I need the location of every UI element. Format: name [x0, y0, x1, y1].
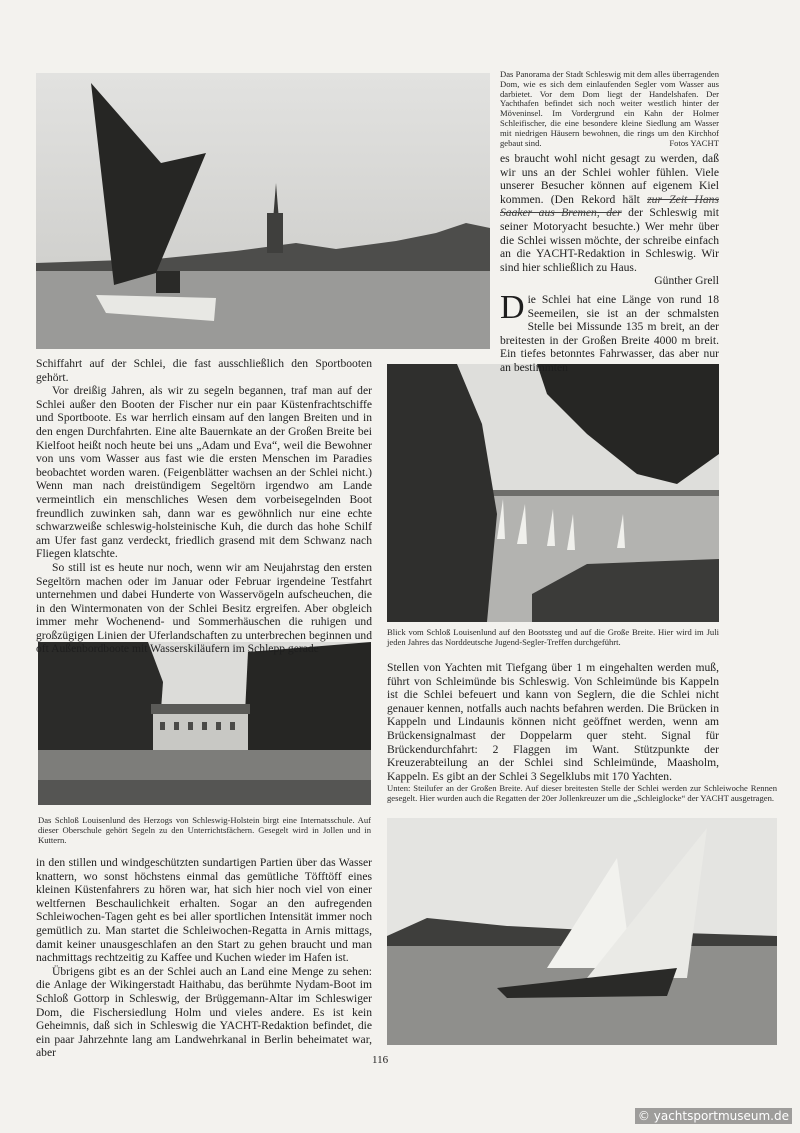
caption-panorama-text: Das Panorama der Stadt Schleswig mit dem alles überragenden Dom, wie es sich dem einlaufenden Segler vom Wasser aus darbietet. Vor dem Dom liegt der Handelshafen. Der Yachthafen befindet sich noch weiter westlich hinter der Möveninsel. Im Vordergrund ein Kahn der Holmer Schleifischer, die eine besondere kleine Siedlung am Wasser mit niedrigen Häusern bewohnen, die rings um den Kirchhof gebaut sind. [500, 69, 719, 148]
watermark: © yachtsportmuseum.de [635, 1108, 792, 1124]
article-paragraph: Vor dreißig Jahren, als wir zu segeln begannen, traf man auf der Schlei außer den Booten der Fischer nur ein paar Küstenfrachtschiffe und Sportboote. Es war herrlich einsam auf den langen Breiten und in den engen Durchfahrten. Eine alte Bauernkate an der Großen Breite bei Kielfoot heißt noch heute bei uns „Adam und Eva“, weil die Bewohner von uns vom Wasser aus fast wie die ersten Menschen im Paradies beobachtet worden waren. (Feigenblätter wachsen an der Schlei nicht.) Wenn man nach dreistündigem Segeltörn irgendwo am Lande vermeintlich ein menschliches Wesen dem vorbeisegelnden Boot freundlich zuwinken sah, dann war es gewöhnlich nur eine echte schwarzweiße schleswig-holsteinische Kuh, die durch das hohe Schilf am Ufer fast ganz verdeckt, friedlich grasend mit dem Schwanz nach Fliegen klatschte. [36, 384, 372, 561]
photo-credit: Fotos YACHT [669, 137, 719, 148]
article-paragraph: in den stillen und windgeschützten sundartigen Partien über das Wasser knattern, wo sonst höchstens einmal das gemütliche Töfftöff eines kleinen Küstenfahrers zu hören war, hat sich hier noch viel von einer weltfernen Beschaulichkeit erhalten. Sogar an den aufregenden Schleiwochen-Tagen geht es bei aller sportlichen Intensität immer noch gemütlich zu. Man startet die Schleiwochen-Regatta in Arnis mittags, damit keiner unausgeschlafen an den Start zu gehen braucht und man nachmittags rechtzeitig zu Kaffee und Kuchen wieder im Hafen ist. [36, 856, 372, 965]
article-left-middle [36, 357, 372, 656]
article-paragraph: Schiffahrt auf der Schlei, die fast ausschließlich den Sportbooten gehört. [36, 357, 372, 384]
article-left-bottom [36, 856, 372, 1060]
photo-louisenlund-view [387, 364, 719, 622]
photo-schleswig-panorama [36, 73, 490, 349]
article-right-top [500, 152, 719, 375]
article-paragraph: So still ist es heute nur noch, wenn wir am Neujahrstag den ersten Segeltörn machen oder im Januar oder Februar irgendeine Testfahrt unternehmen und dabei Hunderte von Wasservögeln aufscheuchen, die in den Wintermonaten von der Schlei Besitz ergreifen. Aber obgleich immer mehr Wochenend- und Sommerhäuschen die ruhigen und großzügigen Linien der Uferlandschaften zu unterbrechen beginnen und oft Außenbordboote mit Wasserskiläufern im Schlepp gerade [36, 560, 372, 656]
caption-panorama [500, 70, 719, 148]
article-paragraph: Übrigens gibt es an der Schlei auch an Land eine Menge zu sehen: die Anlage der Wikingerstadt Haithabu, das berühmte Nydam-Boot im Schloß Gottorp in Schleswig, der Brüggemann-Altar im Schleswiger Dom, die Fischersiedlung Holm und vieles andere. Es ist kein Geheimnis, daß sich in Schleswig die YACHT-Redaktion befindet, die ein paar Jahrzehnte lang am Landwehrkanal in Berlin beheimatet war, aber [36, 964, 372, 1060]
photo-schloss-louisenlund [38, 642, 371, 805]
article-right-middle: Stellen von Yachten mit Tiefgang über 1 m eingehalten werden muß, führt von Schleimünde bis Schleswig. Von Schleimünde bis Kappeln ist die Schlei befeuert und kann von Seglern, die die Schlei nicht genauer kennen, notfalls auch nachts befahren werden. Die Brücken in Kappeln und Lindaunis können nicht geöffnet werden, wenn am Brückensignalmast der Doppelarm quer steht. Signal für Brückendurchfahrt: 2 Flaggen im Want. Stützpunkte der Kreuzerabteilung an der Schlei sind Schleimünde, Maasholm, Kappeln. Es gibt an der Schlei 3 Segelklubs mit 170 Yachten. [387, 661, 719, 783]
drop-cap: D [500, 288, 525, 326]
struck-out-text: zur Zeit Hans Saaker aus Bremen, der [500, 192, 719, 220]
author-name: Günther Grell [654, 274, 719, 288]
article-paragraph: es braucht wohl nicht gesagt zu werden, daß wir uns an der Schlei wohler fühlen. Viele unserer Besucher können auf eigenem Kiel kommen. (Den Rekord hält [500, 152, 719, 206]
caption-louisenlund-view: Blick vom Schloß Louisenlund auf den Bootssteg und auf die Große Breite. Hier wird im Juli jeden Jahres das Norddeutsche Jugend-Segler-Treffen durchgeführt. [387, 627, 719, 647]
caption-schloss: Das Schloß Louisenlund des Herzogs von Schleswig-Holstein birgt eine Internatsschule. Auf dieser Oberschule gehört Segeln zu den Unterrichtsfächern. Gesegelt wird in Jollen und in Kuttern. [38, 815, 371, 845]
caption-steilufer: Unten: Steilufer an der Großen Breite. Auf dieser breitesten Stelle der Schlei werden zur Schleiwoche Rennen gesegelt. Hier wurden auch die Regatten der 20er Jollenkreuzer um die „Schleiglocke“ der YACHT ausgetragen. [387, 783, 777, 803]
page-number: 116 [372, 1054, 389, 1066]
article-paragraph: der Schleswig mit seiner Motoryacht besuchte.) Wer mehr über die Schlei wissen möchte, der schreibe einfach an die YACHT-Redaktion in Schleswig. Wir sind hier schließlich zu Haus. [500, 206, 719, 274]
article-paragraph: ie Schlei hat eine Länge von rund 18 Seemeilen, sie ist an der schmalsten Stelle bei Missunde 135 m breit, an der breitesten in der Großen Breite 4000 m breit. Ein tiefes betonntes Fahrwasser, das aber nur an bestimmten [500, 292, 719, 374]
photo-steilufer-sailing [387, 818, 777, 1045]
